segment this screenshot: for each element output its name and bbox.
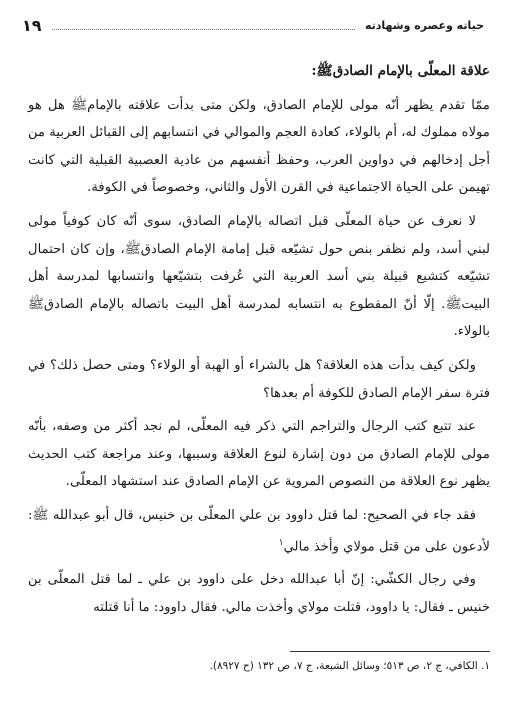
header-dotted-rule: [52, 21, 355, 30]
running-title: حياته وعصره وشهادته: [364, 18, 484, 32]
paragraph: ممّا تقدم يظهر أنّه مولى للإمام الصادق، ولكن متى بدأت علاقته بالإمامﷺ هل هو مولاه مملوك له، أم بالولاء، كعادة العجم والموالي في انتسابهم إلى القبائل العربية من أجل إدخالهم في دواوين العرب، وحفظ أنفسهم من عادية العصبية القبلية التي كانت تهيمن على الحياة الاجتماعية في القرن الأول والثاني، وخصوصاً في الكوفة.: [28, 97, 490, 196]
paragraph: عند تتبع كتب الرجال والتراجم التي ذكر فيه المعلّى، لم نجد أكثر من وصفه، بأنّه مولى للإمام الصادق من دون إشارة لنوع العلاقة وسببها، وعند مراجعة كتب الحديث يظهر نوع العلاقة من النصوص المروية عن الإمام الصادق عند استشهاد المعلّى.: [28, 419, 490, 490]
paragraph-with-footnote: [28, 502, 490, 561]
footnote-divider: [290, 651, 490, 652]
paragraph: لا نعرف عن حياة المعلّى قبل اتصاله بالإمام الصادق، سوى أنّه كان كوفياً مولى لبني أسد، ولم نظفر بنص حول تشيّعه قبل إمامة الإمام الصادقﷺ، وإن كان احتمال تشيّعه كتشيع قبيلة بني أسد العربية التي عُرفت بتشيّعها وانتسابها لمدرسة أهل البيتﷺ. إلّا أنّ المقطوع به انتسابه لمدرسة أهل البيت باتصاله بالإمام الصادقﷺ بالولاء.: [28, 213, 490, 340]
paragraph: ولكن كيف بدأت هذه العلاقة؟ هل بالشراء أو الهبة أو الولاء؟ ومتى حصل ذلك؟ في فترة سفر الإمام الصادق للكوفة أم بعدها؟: [28, 357, 490, 401]
paragraph-text: فقد جاء في الصحيح: لما قتل داوود بن علي المعلّى بن خنيس، قال أبو عبدالله ﷺ: لأدعون على من قتل مولاي وأخذ مالي: [28, 507, 490, 554]
footnote-marker[interactable]: ١: [278, 537, 284, 548]
page-number: ١٩: [22, 15, 42, 35]
paragraph: وفي رجال الكشّي: إنّ أبا عبدالله دخل على داوود بن علي ـ لما قتل المعلّى بن خنيس ـ فقال: يا داوود، قتلت مولاي وأخذت مالي. فقال داوود: ما أنا قتلته: [28, 572, 490, 616]
section-heading: علاقة المعلّى بالإمام الصادقﷺ:: [311, 63, 490, 79]
page-header: [22, 14, 484, 36]
footnote: ١. الكافي، ج ٢، ص ٥١٣؛ وسائل الشيعة، ج ٧، ص ١٣٢ (ح ٨٩٢٧).: [209, 660, 490, 672]
page-body: [28, 58, 490, 628]
